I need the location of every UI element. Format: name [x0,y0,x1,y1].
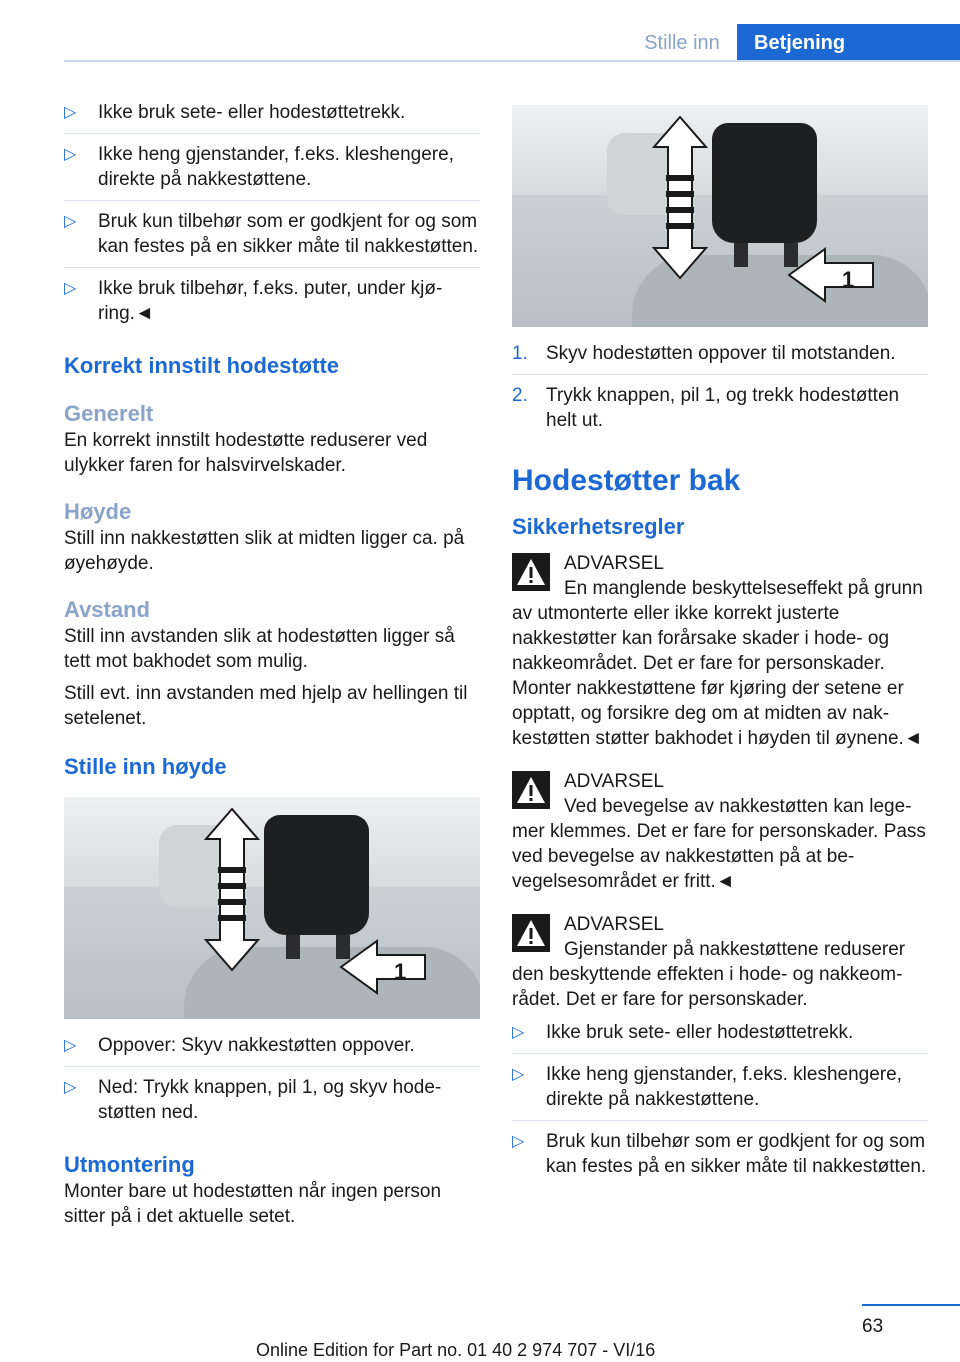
arrow-number-label: 1 [842,267,855,292]
bullet-list-photo [64,1033,480,1125]
page-header [0,0,960,62]
triangle-bullet-icon: ▷ [64,104,77,121]
chapter-tab: Betjening [737,24,960,62]
arrow-number-label: 1 [394,959,407,984]
left-column [64,100,480,1229]
triangle-bullet-icon: ▷ [64,213,77,230]
footer-rule [862,1304,960,1306]
bullet-list-top [64,100,480,326]
pointer-arrow-icon [787,245,877,305]
page-number: 63 [862,1316,884,1337]
warning-triangle-icon [512,914,550,952]
heading-hoyde: Høyde [64,499,132,524]
warning-block [512,912,928,1012]
list-item: ▷ Ikke bruk tilbehør, f.eks. puter, under kjøring.◄ [64,278,443,324]
heading-generelt: Generelt [64,401,154,426]
warning-block [512,769,928,894]
triangle-bullet-icon: ▷ [64,1079,77,1096]
heading-stille-inn-hoyde: Stille inn høyde [64,754,227,779]
numbered-steps [512,341,928,433]
para-generelt: En korrekt innstilt hodestøtte reduserer ved ulykker faren for halsvirvelskader. [64,430,428,476]
warning-text: Gjenstander på nakkestøttene reduserer den beskyttende effekten i hode- og nakkeområdet. Det er fare for personskader. [512,939,906,1010]
headrest-photo-rear [512,105,928,327]
pointer-arrow-icon [339,937,429,997]
warning-block [512,551,928,751]
warning-triangle-icon [512,771,550,809]
para-utmontering: Monter bare ut hodestøtten når ingen person sitter på i det aktuelle setet. [64,1181,442,1227]
para-hoyde: Still inn nakkestøtten slik at midten ligger ca. på øyehøyde. [64,528,465,574]
right-column [512,105,928,1187]
heading-utmontering: Utmontering [64,1152,195,1177]
up-down-arrow-icon [204,807,260,972]
list-item: ▷ Ikke heng gjenstander, f.eks. kleshengere, direkte på nakkestøttene. [512,1062,928,1121]
headrest-photo-front [64,797,480,1019]
list-item: ▷ Ikke heng gjenstander, f.eks. kleshengere, direkte på nakkestøttene. [64,142,480,201]
list-item: ▷ Ikke bruk sete- eller hodestøttetrekk. [512,1020,928,1054]
header-rule [64,60,960,62]
list-item: 1. Skyv hodestøtten oppover til motstanden. [512,341,928,375]
list-item: ▷ Ikke bruk sete- eller hodestøttetrekk. [64,100,480,134]
heading-avstand: Avstand [64,597,150,622]
edition-text: Online Edition for Part no. 01 40 2 974 707 - VI/16 [256,1340,656,1360]
list-item: ▷ Oppover: Skyv nakkestøtten oppover. [64,1033,480,1067]
section-tab: Stille inn [644,32,720,54]
warning-title: ADVARSEL [564,771,664,792]
warning-title: ADVARSEL [564,553,664,574]
para-avstand-1: Still inn avstanden slik at hodestøtten ligger så tett mot bakhodet som mulig. [64,626,455,672]
heading-korrekt: Korrekt innstilt hodestøtte [64,353,340,378]
para-avstand-2: Still evt. inn avstanden med hjelp av hellingen til setelenet. [64,683,468,729]
list-item: ▷ Bruk kun tilbehør som er godkjent for og som kan festes på en sikker måte til nakkestøtten. [512,1131,927,1177]
triangle-bullet-icon: ▷ [64,146,77,163]
triangle-bullet-icon: ▷ [512,1066,525,1083]
triangle-bullet-icon: ▷ [64,1037,77,1054]
triangle-bullet-icon: ▷ [64,280,77,297]
list-item: 2. Trykk knappen, pil 1, og trekk hodestøtten helt ut. [512,385,900,431]
warning-text: Ved bevegelse av nakkestøtten kan legemer klemmes. Det er fare for personskader. Pass ved bevegelse av nakkestøtten på at bevegelsesområdet er fritt.◄ [512,796,926,892]
warning-title: ADVARSEL [564,914,664,935]
heading-hodestotter-bak: Hodestøtter bak [512,464,741,497]
triangle-bullet-icon: ▷ [512,1133,525,1150]
triangle-bullet-icon: ▷ [512,1024,525,1041]
heading-sikkerhetsregler: Sikkerhetsregler [512,514,685,539]
up-down-arrow-icon [652,115,708,280]
warning-text: En manglende beskyttelseseffekt på grunn av utmonterte eller ikke korrekt justerte nakkestøtter kan forårsake skader i hode- og nakkeområdet. Det er fare for personskader. Monter nakkestøttene før kjøring der setene er opptatt, og forsikre deg om at midten av nakkestøtten støtter bakhodet i høyden til øynene.◄ [512,578,923,749]
list-item: ▷ Bruk kun tilbehør som er godkjent for og som kan festes på en sikker måte til nakkestøtten. [64,209,480,268]
bullet-list-rear [512,1020,928,1179]
list-item: ▷ Ned: Trykk knappen, pil 1, og skyv hodestøtten ned. [64,1077,442,1123]
warning-triangle-icon [512,553,550,591]
